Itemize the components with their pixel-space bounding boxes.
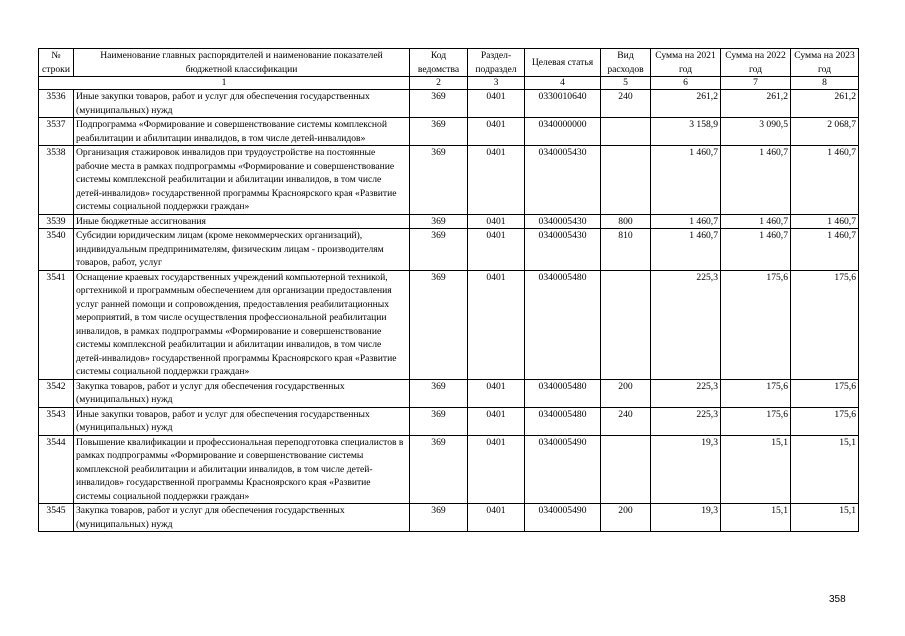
row-section: 0401 — [468, 435, 525, 504]
row-expense-type — [601, 270, 651, 379]
row-number: 3543 — [39, 407, 74, 435]
row-sum-2022: 1 460,7 — [721, 214, 791, 229]
row-expense-type: 200 — [601, 504, 651, 532]
row-number: 3538 — [39, 146, 74, 215]
row-sum-2022: 261,2 — [721, 90, 791, 118]
row-name: Закупка товаров, работ и услуг для обеспечения государственных (муниципальных) нужд — [74, 379, 410, 407]
row-target: 0340005430 — [525, 214, 601, 229]
row-sum-2023: 1 460,7 — [791, 229, 859, 271]
column-number: 8 — [791, 77, 859, 90]
header-section: Раздел-подраздел — [468, 49, 525, 77]
row-dept-code: 369 — [410, 270, 468, 379]
header-target: Целевая статья — [525, 49, 601, 77]
row-sum-2023: 261,2 — [791, 90, 859, 118]
row-number: 3536 — [39, 90, 74, 118]
row-dept-code: 369 — [410, 214, 468, 229]
table-row — [39, 407, 859, 435]
column-number: 2 — [410, 77, 468, 90]
row-sum-2023: 175,6 — [791, 379, 859, 407]
row-name: Оснащение краевых государственных учреждений компьютерной техникой, оргтехникой и программным обеспечением для организации предоставления услуг ранней помощи и сопровождения, предоставления реабилитационных мероприятий, в том числе осуществления профессиональной реабилитации инвалидов, в рамках подпрограммы «Формирование и совершенствование системы комплексной реабилитации и абилитации инвалидов, в том числе детей-инвалидов» государственной программы Красноярского края «Развитие системы социальной поддержки граждан» — [74, 270, 410, 379]
row-section: 0401 — [468, 407, 525, 435]
row-dept-code: 369 — [410, 379, 468, 407]
row-expense-type: 200 — [601, 379, 651, 407]
row-target: 0330010640 — [525, 90, 601, 118]
row-name: Повышение квалификации и профессиональная переподготовка специалистов в рамках подпрограммы «Формирование и совершенствование системы комплексной реабилитации и абилитации инвалидов, в том числе детей-инвалидов» государственной программы Красноярского края «Развитие системы социальной поддержки граждан» — [74, 435, 410, 504]
row-sum-2021: 261,2 — [651, 90, 721, 118]
row-sum-2022: 175,6 — [721, 379, 791, 407]
table-row — [39, 435, 859, 504]
row-section: 0401 — [468, 146, 525, 215]
row-sum-2021: 19,3 — [651, 504, 721, 532]
row-expense-type: 810 — [601, 229, 651, 271]
row-expense-type — [601, 435, 651, 504]
header-row — [39, 49, 859, 77]
budget-table — [38, 48, 859, 532]
row-number: 3537 — [39, 118, 74, 146]
row-target: 0340005480 — [525, 379, 601, 407]
row-name: Субсидии юридическим лицам (кроме некоммерческих организаций), индивидуальным предпринимателям, физическим лицам - производителям товаров, работ, услуг — [74, 229, 410, 271]
row-name: Иные бюджетные ассигнования — [74, 214, 410, 229]
row-sum-2022: 175,6 — [721, 407, 791, 435]
row-sum-2023: 1 460,7 — [791, 214, 859, 229]
row-expense-type: 240 — [601, 90, 651, 118]
row-target: 0340000000 — [525, 118, 601, 146]
column-number: 4 — [525, 77, 601, 90]
table-body — [39, 90, 859, 532]
row-dept-code: 369 — [410, 146, 468, 215]
row-expense-type — [601, 146, 651, 215]
row-target: 0340005480 — [525, 270, 601, 379]
row-name: Организация стажировок инвалидов при трудоустройстве на постоянные рабочие места в рамках подпрограммы «Формирование и совершенствование системы комплексной реабилитации и абилитации инвалидов, в том числе детей-инвалидов» государственной программы Красноярского края «Развитие системы социальной поддержки граждан» — [74, 146, 410, 215]
row-dept-code: 369 — [410, 118, 468, 146]
row-sum-2022: 1 460,7 — [721, 146, 791, 215]
column-number: 3 — [468, 77, 525, 90]
header-name: Наименование главных распорядителей и наименование показателей бюджетной классификации — [74, 49, 410, 77]
row-sum-2022: 15,1 — [721, 504, 791, 532]
row-dept-code: 369 — [410, 407, 468, 435]
header-sum-2022: Сумма на 2022 год — [721, 49, 791, 77]
row-dept-code: 369 — [410, 90, 468, 118]
column-number-merged: 1 — [39, 77, 410, 90]
row-name: Закупка товаров, работ и услуг для обеспечения государственных (муниципальных) нужд — [74, 504, 410, 532]
row-number: 3544 — [39, 435, 74, 504]
row-sum-2021: 225,3 — [651, 379, 721, 407]
row-number: 3545 — [39, 504, 74, 532]
row-section: 0401 — [468, 270, 525, 379]
header-dept-code: Код ведомства — [410, 49, 468, 77]
table-row — [39, 146, 859, 215]
row-sum-2021: 225,3 — [651, 407, 721, 435]
row-sum-2021: 1 460,7 — [651, 146, 721, 215]
row-sum-2022: 1 460,7 — [721, 229, 791, 271]
row-dept-code: 369 — [410, 504, 468, 532]
row-sum-2023: 1 460,7 — [791, 146, 859, 215]
table-row — [39, 90, 859, 118]
row-sum-2021: 19,3 — [651, 435, 721, 504]
row-target: 0340005490 — [525, 504, 601, 532]
row-sum-2023: 15,1 — [791, 504, 859, 532]
row-sum-2021: 225,3 — [651, 270, 721, 379]
row-number: 3542 — [39, 379, 74, 407]
row-sum-2022: 3 090,5 — [721, 118, 791, 146]
row-section: 0401 — [468, 118, 525, 146]
row-sum-2021: 1 460,7 — [651, 214, 721, 229]
row-name: Подпрограмма «Формирование и совершенствование системы комплексной реабилитации и абилитации инвалидов, в том числе детей-инвалидов» — [74, 118, 410, 146]
row-name: Иные закупки товаров, работ и услуг для обеспечения государственных (муниципальных) нужд — [74, 407, 410, 435]
row-sum-2023: 15,1 — [791, 435, 859, 504]
row-dept-code: 369 — [410, 435, 468, 504]
row-sum-2023: 2 068,7 — [791, 118, 859, 146]
row-sum-2023: 175,6 — [791, 407, 859, 435]
row-name: Иные закупки товаров, работ и услуг для обеспечения государственных (муниципальных) нужд — [74, 90, 410, 118]
row-expense-type: 240 — [601, 407, 651, 435]
header-sum-2023: Сумма на 2023 год — [791, 49, 859, 77]
header-row-no: № строки — [39, 49, 74, 77]
row-sum-2022: 175,6 — [721, 270, 791, 379]
row-target: 0340005430 — [525, 146, 601, 215]
row-number: 3541 — [39, 270, 74, 379]
header-sum-2021: Сумма на 2021 год — [651, 49, 721, 77]
column-number: 7 — [721, 77, 791, 90]
row-sum-2023: 175,6 — [791, 270, 859, 379]
table-row — [39, 504, 859, 532]
row-sum-2021: 1 460,7 — [651, 229, 721, 271]
table-row — [39, 379, 859, 407]
row-expense-type — [601, 118, 651, 146]
table-row — [39, 229, 859, 271]
row-section: 0401 — [468, 379, 525, 407]
column-number-row — [39, 77, 859, 90]
row-section: 0401 — [468, 504, 525, 532]
row-target: 0340005430 — [525, 229, 601, 271]
row-number: 3540 — [39, 229, 74, 271]
row-expense-type: 800 — [601, 214, 651, 229]
row-dept-code: 369 — [410, 229, 468, 271]
page-number: 358 — [829, 594, 846, 605]
column-number: 5 — [601, 77, 651, 90]
table-row — [39, 214, 859, 229]
row-target: 0340005480 — [525, 407, 601, 435]
row-section: 0401 — [468, 229, 525, 271]
table-row — [39, 270, 859, 379]
row-section: 0401 — [468, 90, 525, 118]
table-row — [39, 118, 859, 146]
row-number: 3539 — [39, 214, 74, 229]
column-number: 6 — [651, 77, 721, 90]
header-expense-type: Вид расходов — [601, 49, 651, 77]
row-sum-2021: 3 158,9 — [651, 118, 721, 146]
row-target: 0340005490 — [525, 435, 601, 504]
row-sum-2022: 15,1 — [721, 435, 791, 504]
row-section: 0401 — [468, 214, 525, 229]
